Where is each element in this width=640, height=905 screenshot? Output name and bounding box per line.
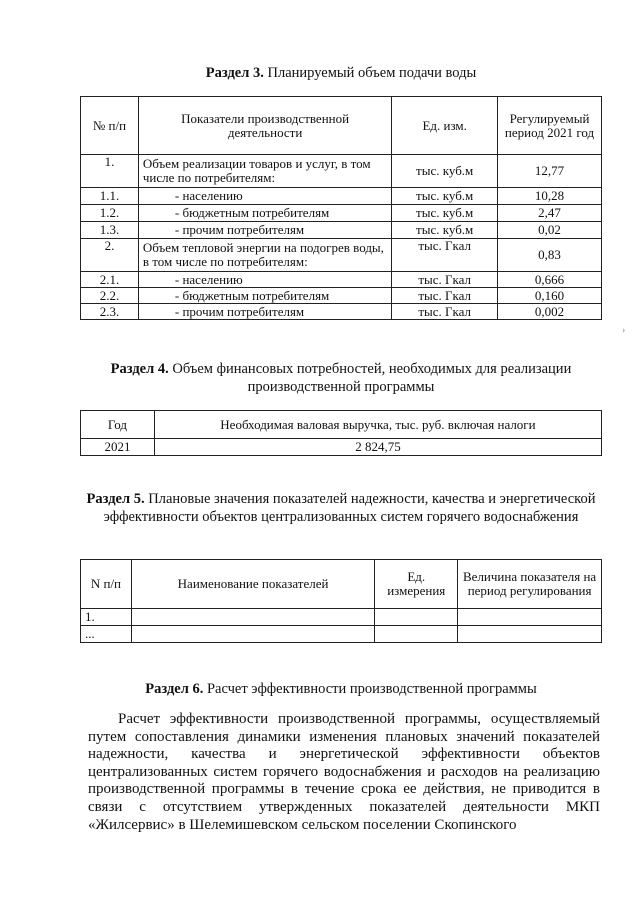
table-row	[81, 439, 602, 456]
row-name: - прочим потребителям	[138, 222, 391, 239]
row-value: 0,02	[498, 222, 602, 239]
row-value: 0,160	[498, 288, 602, 304]
row-name: - прочим потребителям	[138, 304, 391, 320]
section3-title: Планируемый объем подачи воды	[263, 65, 477, 81]
row-name: Объем реализации товаров и услуг, в том числе по потребителям:	[138, 155, 391, 188]
row-unit: тыс. куб.м	[392, 155, 498, 188]
section4-heading	[80, 360, 602, 396]
table-row	[81, 205, 602, 222]
section6-title: Расчет эффективности производственной программы	[203, 681, 537, 697]
section6-paragraph: Расчет эффективности производственной программы, осуществляемый путем сопоставления динамики изменения плановых значений показателей надежности, качества и энергетической эффективности объектов централизованных систем горячего водоснабжения и расходов на реализацию производственной программы в течение срока ее действия, не приводится в связи с отсутствием утвержденных показателей деятельности МКП «Жилсервис» в Шелемишевском сельском поселении Скопинского	[88, 711, 600, 833]
table-row	[81, 188, 602, 205]
col-revenue-header: Необходимая валовая выручка, тыс. руб. включая налоги	[154, 411, 601, 439]
section5-heading	[80, 490, 602, 526]
row-num: 2.	[81, 239, 139, 272]
row-unit: тыс. Гкал	[392, 239, 498, 272]
row-unit: тыс. куб.м	[392, 205, 498, 222]
row-num: 2.2.	[81, 288, 139, 304]
row-unit: тыс. куб.м	[392, 222, 498, 239]
section4-title: Объем финансовых потребностей, необходимых для реализации производственной программы	[168, 361, 572, 395]
section6-label: Раздел 6.	[145, 681, 204, 697]
row-num: 1.	[81, 609, 132, 626]
row-value: 2,47	[498, 205, 602, 222]
row-num: 2.1.	[81, 272, 139, 288]
col-unit-header: Ед. измерения	[375, 560, 458, 609]
section4-label: Раздел 4.	[110, 361, 169, 377]
row-num: 1.3.	[81, 222, 139, 239]
col-name-header: Наименование показателей	[131, 560, 374, 609]
col-year-header: Год	[81, 411, 155, 439]
row-unit: тыс. Гкал	[392, 288, 498, 304]
section3-label: Раздел 3.	[205, 65, 264, 81]
table-row	[81, 155, 602, 188]
row-name: - бюджетным потребителям	[138, 205, 391, 222]
row-revenue: 2 824,75	[154, 439, 601, 456]
row-num: 1.2.	[81, 205, 139, 222]
table-row	[81, 222, 602, 239]
margin-mark: ›	[622, 325, 626, 336]
table-row	[81, 609, 602, 626]
section4-table	[80, 410, 602, 456]
col-value-header: Величина показателя на период регулирования	[458, 560, 602, 609]
row-year: 2021	[81, 439, 155, 456]
row-value: 0,83	[498, 239, 602, 272]
section6-heading	[80, 680, 602, 698]
section5-title: Плановые значения показателей надежности, качества и энергетической эффективности объектов централизованных систем горячего водоснабжения	[103, 491, 596, 525]
row-name: - населению	[138, 188, 391, 205]
col-num-header: № п/п	[81, 97, 139, 155]
section3-heading	[80, 64, 602, 82]
row-num: 2.3.	[81, 304, 139, 320]
row-name: Объем тепловой энергии на подогрев воды, в том числе по потребителям:	[138, 239, 391, 272]
row-value: 10,28	[498, 188, 602, 205]
table-row	[81, 288, 602, 304]
col-unit-header: Ед. изм.	[392, 97, 498, 155]
row-name: - населению	[138, 272, 391, 288]
col-num-header: N п/п	[81, 560, 132, 609]
row-num: ...	[81, 626, 132, 643]
col-indicator-header: Показатели производственной деятельности	[138, 97, 391, 155]
col-period-header: Регулируемый период 2021 год	[498, 97, 602, 155]
table-row	[81, 272, 602, 288]
section3-table	[80, 96, 602, 320]
row-unit: тыс. Гкал	[392, 272, 498, 288]
table-row	[81, 626, 602, 643]
row-value: 12,77	[498, 155, 602, 188]
row-value: 0,666	[498, 272, 602, 288]
row-num: 1.	[81, 155, 139, 188]
table-row	[81, 304, 602, 320]
table-row	[81, 239, 602, 272]
row-unit: тыс. куб.м	[392, 188, 498, 205]
section5-label: Раздел 5.	[86, 491, 145, 507]
row-name: - бюджетным потребителям	[138, 288, 391, 304]
row-num: 1.1.	[81, 188, 139, 205]
row-value: 0,002	[498, 304, 602, 320]
section5-table	[80, 559, 602, 643]
row-unit: тыс. Гкал	[392, 304, 498, 320]
